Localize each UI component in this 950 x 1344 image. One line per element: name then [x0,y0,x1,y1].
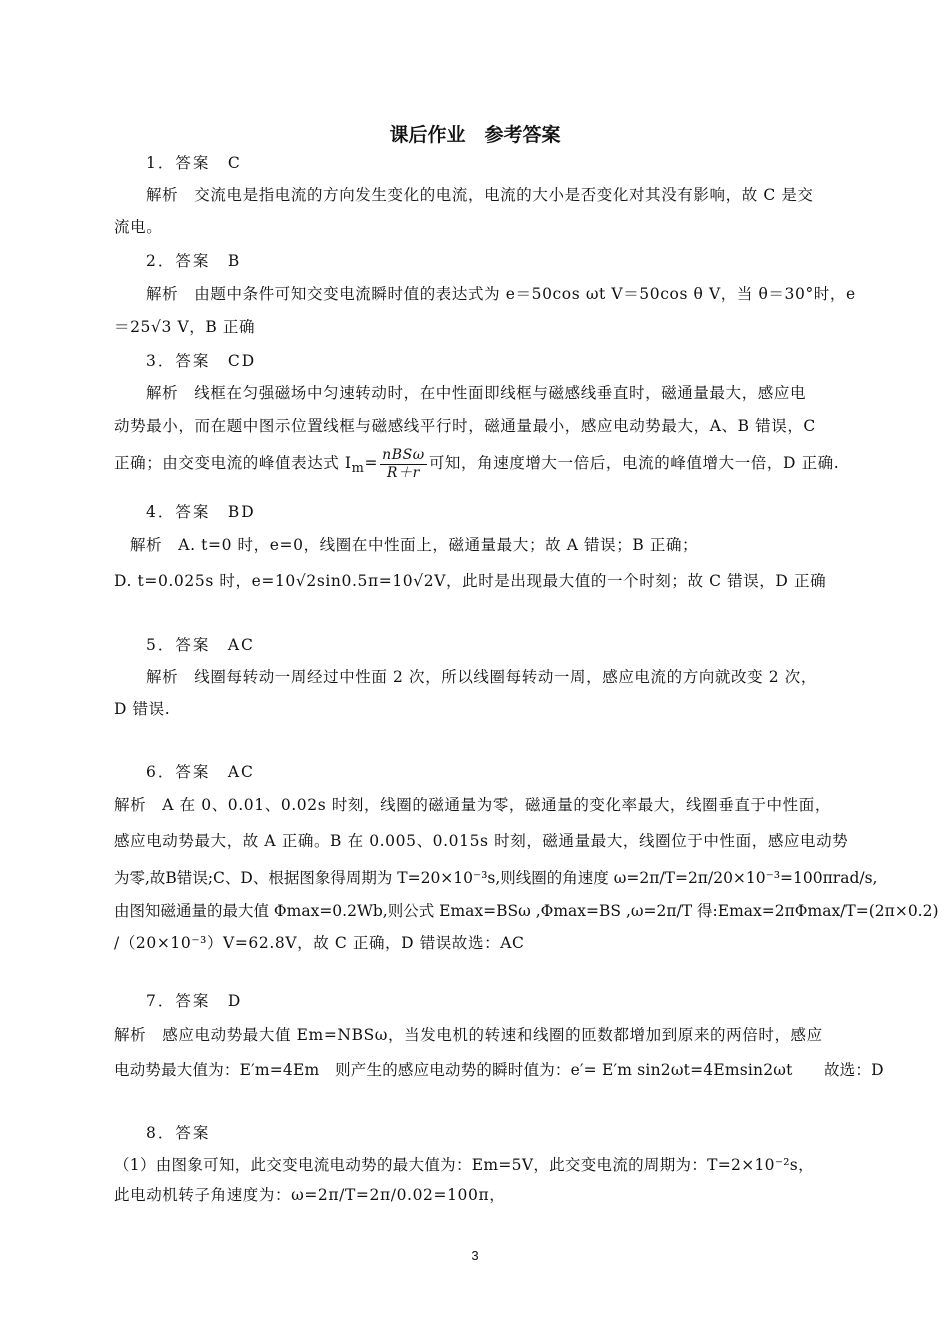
analysis-1-line-2: 流电。 [114,218,163,236]
answer-8: 8．答案 [146,1124,211,1142]
formula-equals: = [364,454,379,472]
analysis-6-line-2: 感应电动势最大，故 A 正确。B 在 0.005、0.015s 时刻，磁通量最大，线圈位于中性面，感应电动势 [114,832,849,850]
solution-8-line-1: （1）由图象可知，此交变电流电动势的最大值为：Em=5V，此交变电流的周期为：T=2×10⁻²s， [114,1156,814,1174]
analysis-7-line-2: 电动势最大值为：E′m=4Em 则产生的感应电动势的瞬时值为：e′= E′m sin2ωt=4Emsin2ωt 故选：D [114,1061,884,1079]
solution-8-line-2: 此电动机转子角速度为：ω=2π/T=2π/0.02=100π， [114,1186,506,1204]
analysis-5-line-1: 解析 线圈每转动一周经过中性面 2 次，所以线圈每转动一周，感应电流的方向就改变 2 次， [146,668,817,686]
analysis-4-line-2: D. t=0.025s 时，e=10√2sin0.5π=10√2V，此时是出现最大值的一个时刻；故 C 错误，D 正确 [114,572,827,590]
analysis-6-line-5: /（20×10⁻³）V=62.8V，故 C 正确，D 错误故选：AC [114,934,525,952]
analysis-2-line-2: ＝25√3 V，B 正确 [114,318,256,336]
answer-6: 6．答案 AC [146,763,255,781]
formula-suffix: 可知，角速度增大一倍后，电流的峰值增大一倍，D 正确. [428,454,840,472]
peak-current-fraction [380,447,427,482]
answer-3: 3．答案 CD [146,352,257,370]
answer-2: 2．答案 B [146,252,242,270]
page-number: 3 [471,1248,479,1263]
analysis-3-line-2: 动势最小，而在题中图示位置线框与磁感线平行时，磁通量最小，感应电动势最大，A、B 错误，C [114,417,816,435]
analysis-1-line-1: 解析 交流电是指电流的方向发生变化的电流，电流的大小是否变化对其没有影响，故 C 是交 [146,186,814,204]
fraction-denominator: R＋r [386,464,420,481]
answer-7: 7．答案 D [146,992,243,1010]
answer-4: 4．答案 BD [146,503,256,521]
page-title: 课后作业 参考答案 [389,124,561,146]
analysis-5-line-2: D 错误. [114,700,171,718]
analysis-7-line-1: 解析 感应电动势最大值 Em=NBSω，当发电机的转速和线圈的匝数都增加到原来的两倍时，感应 [114,1026,823,1044]
answer-5: 5．答案 AC [146,636,255,654]
analysis-6-line-3: 为零,故B错误;C、D、根据图象得周期为 T=20×10⁻³s,则线圈的角速度 ω=2π/T=2π/20×10⁻³=100πrad/s, [114,869,878,887]
analysis-4-line-1: 解析 A. t=0 时，e=0，线圈在中性面上，磁通量最大；故 A 错误；B 正确； [130,536,699,554]
analysis-6-line-1: 解析 A 在 0、0.01、0.02s 时刻，线圈的磁通量为零，磁通量的变化率最大，线圈垂直于中性面， [114,796,831,814]
formula-subscript: m [351,461,365,477]
formula-prefix: 正确；由交变电流的峰值表达式 I [114,454,352,472]
answer-1: 1．答案 C [146,154,242,172]
fraction-numerator: nBSω [382,446,425,463]
analysis-6-line-4: 由图知磁通量的最大值 Φmax=0.2Wb,则公式 Emax=BSω ,Φmax=BS ,ω=2π/T 得:Emax=2πΦmax/T=(2π×0.2) [114,902,939,920]
analysis-3-formula-line [114,444,840,488]
analysis-2-line-1: 解析 由题中条件可知交变电流瞬时值的表达式为 e＝50cos ωt V＝50cos θ V，当 θ＝30°时，e [146,285,856,303]
analysis-3-line-1: 解析 线框在匀强磁场中匀速转动时，在中性面即线框与磁感线垂直时，磁通量最大，感应电 [146,384,807,402]
